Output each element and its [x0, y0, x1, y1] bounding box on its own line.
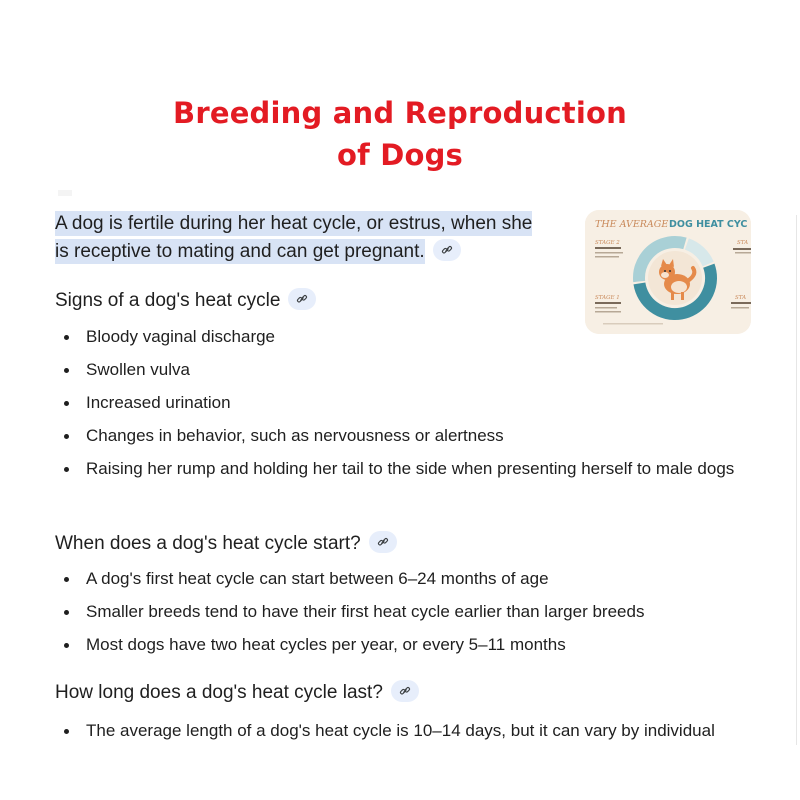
list-item	[55, 719, 755, 744]
section-heading-signs	[55, 288, 316, 314]
duration-source-link[interactable]	[391, 680, 419, 702]
decor-smudge	[58, 190, 72, 196]
list-item-text: Bloody vaginal discharge	[86, 327, 276, 346]
signs-list	[55, 325, 755, 490]
title-line-2: of Dogs	[336, 138, 464, 172]
list-item-text: Most dogs have two heat cycles per year, or every 5–11 months	[86, 635, 566, 654]
list-item	[55, 567, 755, 592]
bullet	[64, 401, 69, 406]
list-item-text: Swollen vulva	[86, 360, 190, 379]
link-icon	[441, 244, 453, 256]
heat-cycle-infographic-thumbnail[interactable]	[585, 210, 751, 334]
list-item	[55, 391, 755, 416]
section-heading-start-text: When does a dog's heat cycle start?	[55, 533, 361, 554]
bullet	[64, 577, 69, 582]
list-item-text: Increased urination	[86, 393, 231, 412]
intro-paragraph	[55, 210, 595, 266]
list-item-text: Raising her rump and holding her tail to the side when presenting herself to male dogs	[86, 459, 735, 478]
infographic-stage-4: STA	[735, 295, 747, 301]
infographic-header-prefix: THE AVERAGE	[595, 219, 669, 230]
list-item	[55, 600, 755, 625]
bullet	[64, 335, 69, 340]
section-heading-signs-text: Signs of a dog's heat cycle	[55, 290, 281, 311]
infographic-image	[585, 210, 751, 334]
list-item-text: A dog's first heat cycle can start between 6–24 months of age	[86, 569, 549, 588]
list-item	[55, 358, 755, 383]
start-source-link[interactable]	[369, 531, 397, 553]
section-heading-duration	[55, 680, 419, 706]
panel-edge-divider	[796, 215, 797, 745]
intro-line-1: A dog is fertile during her heat cycle, or estrus, when she	[55, 213, 533, 234]
bullet	[64, 434, 69, 439]
bullet	[64, 467, 69, 472]
title-line-1: Breeding and Reproduction	[173, 96, 627, 130]
list-item	[55, 457, 755, 482]
list-item-text: The average length of a dog's heat cycle is 10–14 days, but it can vary by individual	[86, 721, 715, 740]
infographic-stage-2: STAGE 2	[595, 240, 620, 246]
list-item	[55, 424, 755, 449]
list-item	[55, 325, 755, 350]
section-heading-start	[55, 531, 397, 557]
link-icon	[399, 685, 411, 697]
duration-list	[55, 719, 755, 752]
link-icon	[377, 536, 389, 548]
list-item-text: Changes in behavior, such as nervousness or alertness	[86, 426, 504, 445]
section-heading-duration-text: How long does a dog's heat cycle last?	[55, 682, 383, 703]
page-title	[0, 92, 800, 176]
infographic-stage-1: STAGE 1	[595, 295, 620, 301]
infographic-stage-3: STA	[737, 240, 749, 246]
list-item	[55, 633, 755, 658]
bullet	[64, 610, 69, 615]
bullet	[64, 643, 69, 648]
intro-source-link[interactable]	[433, 239, 461, 261]
bullet	[64, 368, 69, 373]
intro-line-2: is receptive to mating and can get pregnant.	[55, 241, 425, 262]
list-item-text: Smaller breeds tend to have their first heat cycle earlier than larger breeds	[86, 602, 645, 621]
signs-source-link[interactable]	[288, 288, 316, 310]
infographic-header-emph: DOG HEAT CYC	[669, 219, 748, 230]
bullet	[64, 729, 69, 734]
link-icon	[296, 293, 308, 305]
start-list	[55, 567, 755, 666]
